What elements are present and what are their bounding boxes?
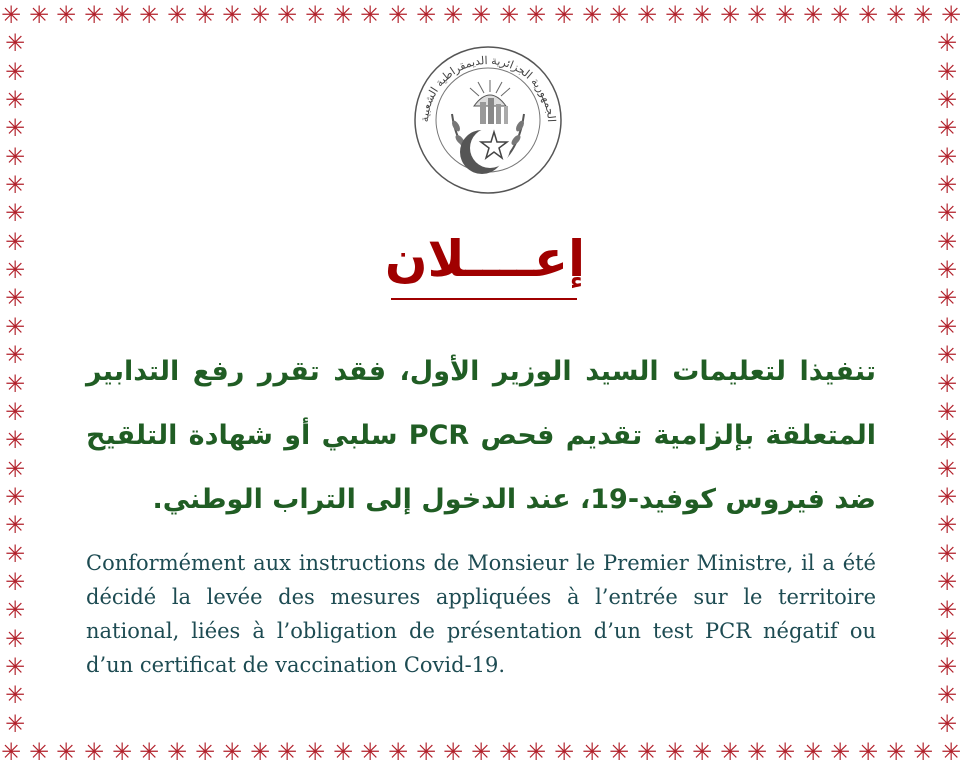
border-star-icon: ✳	[4, 284, 26, 312]
border-star-icon: ✳	[0, 1, 22, 29]
border-star-icon: ✳	[936, 228, 958, 256]
border-star-icon: ✳	[829, 738, 851, 766]
border-star-icon: ✳	[4, 568, 26, 596]
border-star-icon: ✳	[470, 1, 492, 29]
border-star-icon: ✳	[581, 1, 603, 29]
border-star-icon: ✳	[470, 738, 492, 766]
border-star-icon: ✳	[442, 738, 464, 766]
border-star-icon: ✳	[4, 114, 26, 142]
border-star-icon: ✳	[936, 398, 958, 426]
border-star-icon: ✳	[332, 738, 354, 766]
border-star-icon: ✳	[936, 455, 958, 483]
border-star-icon: ✳	[4, 199, 26, 227]
border-star-icon: ✳	[936, 114, 958, 142]
border-star-icon: ✳	[4, 58, 26, 86]
border-star-icon: ✳	[936, 681, 958, 709]
border-star-icon: ✳	[553, 1, 575, 29]
french-notice-text: Conformément aux instructions de Monsieur le Premier Ministre, il a été décidé la levée des mesures appliquées à l’entrée sur le territoire national, liées à l’obligation de présentation d’un test PCR négatif ou d’un certificat de vaccination Covid-19.	[86, 551, 876, 677]
border-star-icon: ✳	[387, 1, 409, 29]
border-star-icon: ✳	[4, 625, 26, 653]
border-star-icon: ✳	[746, 738, 768, 766]
border-star-icon: ✳	[28, 738, 50, 766]
border-star-icon: ✳	[746, 1, 768, 29]
border-star-icon: ✳	[332, 1, 354, 29]
border-star-icon: ✳	[4, 398, 26, 426]
border-star-icon: ✳	[691, 738, 713, 766]
border-star-icon: ✳	[249, 738, 271, 766]
border-star-icon: ✳	[28, 1, 50, 29]
border-star-icon: ✳	[936, 86, 958, 114]
border-star-icon: ✳	[166, 738, 188, 766]
border-star-icon: ✳	[4, 171, 26, 199]
border-star-icon: ✳	[936, 653, 958, 681]
border-star-icon: ✳	[4, 710, 26, 738]
border-star-icon: ✳	[936, 568, 958, 596]
border-star-icon: ✳	[719, 738, 741, 766]
border-star-icon: ✳	[111, 738, 133, 766]
border-star-icon: ✳	[4, 341, 26, 369]
border-star-icon: ✳	[249, 1, 271, 29]
border-star-icon: ✳	[936, 171, 958, 199]
border-star-icon: ✳	[525, 738, 547, 766]
border-star-icon: ✳	[4, 86, 26, 114]
border-star-icon: ✳	[636, 1, 658, 29]
border-star-icon: ✳	[553, 738, 575, 766]
border-star-icon: ✳	[857, 1, 879, 29]
border-star-icon: ✳	[608, 738, 630, 766]
border-star-icon: ✳	[83, 738, 105, 766]
border-star-icon: ✳	[802, 1, 824, 29]
border-star-icon: ✳	[936, 511, 958, 539]
border-star-icon: ✳	[83, 1, 105, 29]
border-star-icon: ✳	[359, 738, 381, 766]
border-star-icon: ✳	[4, 511, 26, 539]
border-star-icon: ✳	[885, 738, 907, 766]
border-star-icon: ✳	[111, 1, 133, 29]
border-star-icon: ✳	[4, 426, 26, 454]
border-star-icon: ✳	[636, 738, 658, 766]
border-star-icon: ✳	[940, 738, 962, 766]
border-star-icon: ✳	[4, 455, 26, 483]
border-star-icon: ✳	[166, 1, 188, 29]
border-star-icon: ✳	[55, 1, 77, 29]
border-star-icon: ✳	[55, 738, 77, 766]
border-star-icon: ✳	[304, 1, 326, 29]
border-star-icon: ✳	[857, 738, 879, 766]
border-star-icon: ✳	[936, 58, 958, 86]
border-star-icon: ✳	[4, 370, 26, 398]
notice-title: إعــــلان	[384, 230, 586, 288]
border-star-icon: ✳	[936, 370, 958, 398]
border-star-icon: ✳	[936, 540, 958, 568]
border-star-icon: ✳	[774, 1, 796, 29]
border-star-icon: ✳	[829, 1, 851, 29]
border-star-icon: ✳	[885, 1, 907, 29]
border-star-icon: ✳	[608, 1, 630, 29]
title-underline	[391, 298, 577, 300]
border-star-icon: ✳	[4, 228, 26, 256]
border-star-icon: ✳	[936, 29, 958, 57]
border-star-icon: ✳	[664, 738, 686, 766]
border-star-icon: ✳	[4, 29, 26, 57]
border-star-icon: ✳	[936, 710, 958, 738]
border-star-icon: ✳	[4, 653, 26, 681]
border-star-icon: ✳	[194, 738, 216, 766]
state-emblem	[412, 44, 564, 196]
border-star-icon: ✳	[936, 313, 958, 341]
arabic-notice-text: تنفيذا لتعليمات السيد الوزير الأول، فقد تقرر رفع التدابير المتعلقة بإلزامية تقديم فحص PCR سلبي أو شهادة التلقيح ضد فيروس كوفيد-19، عند الدخول إلى التراب الوطني.	[86, 356, 876, 515]
border-star-icon: ✳	[936, 341, 958, 369]
border-star-icon: ✳	[442, 1, 464, 29]
border-star-icon: ✳	[0, 738, 22, 766]
border-star-icon: ✳	[4, 596, 26, 624]
border-star-icon: ✳	[525, 1, 547, 29]
border-star-icon: ✳	[936, 143, 958, 171]
border-star-icon: ✳	[4, 143, 26, 171]
border-star-icon: ✳	[719, 1, 741, 29]
border-star-icon: ✳	[4, 256, 26, 284]
border-star-icon: ✳	[221, 738, 243, 766]
border-star-icon: ✳	[194, 1, 216, 29]
border-star-icon: ✳	[415, 738, 437, 766]
border-star-icon: ✳	[936, 483, 958, 511]
emblem-ring-text: الجمهورية الجزائرية الديمقراطية الشعبية	[417, 53, 558, 123]
border-star-icon: ✳	[936, 596, 958, 624]
border-star-icon: ✳	[936, 199, 958, 227]
border-star-icon: ✳	[936, 625, 958, 653]
border-star-icon: ✳	[691, 1, 713, 29]
border-star-icon: ✳	[4, 313, 26, 341]
border-star-icon: ✳	[498, 738, 520, 766]
border-star-icon: ✳	[387, 738, 409, 766]
border-star-icon: ✳	[138, 1, 160, 29]
border-star-icon: ✳	[936, 284, 958, 312]
border-star-icon: ✳	[4, 681, 26, 709]
border-star-icon: ✳	[774, 738, 796, 766]
border-star-icon: ✳	[4, 483, 26, 511]
border-star-icon: ✳	[415, 1, 437, 29]
border-star-icon: ✳	[221, 1, 243, 29]
border-star-icon: ✳	[4, 540, 26, 568]
border-star-icon: ✳	[304, 738, 326, 766]
border-star-icon: ✳	[936, 256, 958, 284]
border-star-icon: ✳	[276, 738, 298, 766]
border-star-icon: ✳	[664, 1, 686, 29]
border-star-icon: ✳	[581, 738, 603, 766]
border-star-icon: ✳	[936, 426, 958, 454]
border-star-icon: ✳	[912, 1, 934, 29]
border-star-icon: ✳	[802, 738, 824, 766]
border-star-icon: ✳	[940, 1, 962, 29]
border-star-icon: ✳	[912, 738, 934, 766]
border-star-icon: ✳	[498, 1, 520, 29]
border-star-icon: ✳	[276, 1, 298, 29]
border-star-icon: ✳	[359, 1, 381, 29]
border-star-icon: ✳	[138, 738, 160, 766]
